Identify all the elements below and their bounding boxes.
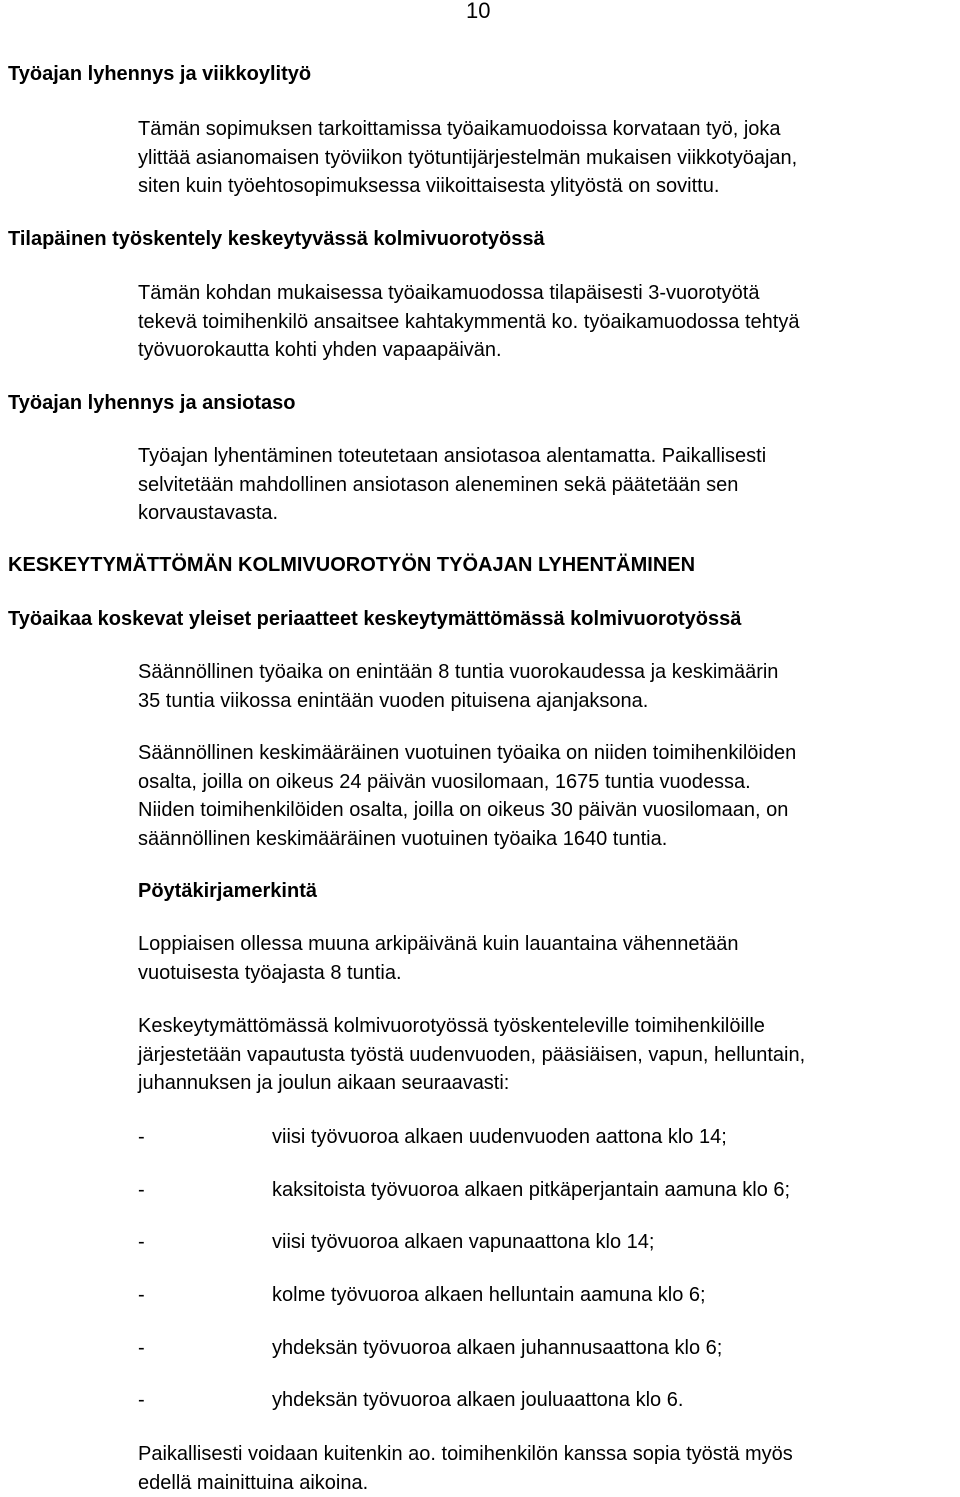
section-heading-overtime: Työajan lyhennys ja viikkoylityö [8, 63, 312, 85]
protocol-note-heading: Pöytäkirjamerkintä [138, 880, 317, 902]
list-dash: - [138, 1231, 145, 1253]
section-heading-general-principles: Työaikaa koskevat yleiset periaatteet keskeytymättömässä kolmivuorotyössä [8, 608, 742, 630]
paragraph-temporary-shift-work: Tämän kohdan mukaisessa työaikamuodossa tilapäisesti 3-vuorotyötä tekevä toimihenkilö ansaitsee kahtakymmentä ko. työaikamuodossa tehtyä työvuorokautta kohti yhden vapaapäivän. [138, 282, 800, 361]
paragraph-epiphany: Loppiaisen ollessa muuna arkipäivänä kuin lauantaina vähennetään vuotuisesta työajasta 8 tuntia. [138, 933, 739, 984]
paragraph-regular-working-time: Säännöllinen työaika on enintään 8 tuntia vuorokaudessa ja keskimäärin 35 tuntia viikossa enintään vuoden pituisena ajanjaksona. [138, 661, 779, 712]
list-item-text: yhdeksän työvuoroa alkaen juhannusaattona klo 6; [272, 1337, 723, 1359]
list-item-text: kolme työvuoroa alkaen helluntain aamuna klo 6; [272, 1284, 706, 1306]
section-heading-temporary-shift-work: Tilapäinen työskentely keskeytyvässä kolmivuorotyössä [8, 228, 545, 250]
list-dash: - [138, 1389, 145, 1411]
list-dash: - [138, 1337, 145, 1359]
list-item-text: yhdeksän työvuoroa alkaen jouluaattona klo 6. [272, 1389, 684, 1411]
paragraph-annual-working-time: Säännöllinen keskimääräinen vuotuinen työaika on niiden toimihenkilöiden osalta, joilla on oikeus 24 päivän vuosilomaan, 1675 tuntia vuodessa. Niiden toimihenkilöiden osalta, joilla on oikeus 30 päivän vuosilomaan, on säännöllinen keskimääräinen vuotuinen työaika 1640 tuntia. [138, 742, 797, 850]
paragraph-holiday-release: Keskeytymättömässä kolmivuorotyössä työskenteleville toimihenkilöille järjestetään vapautusta työstä uudenvuoden, pääsiäisen, vapun, helluntain, juhannuksen ja joulun aikaan seuraavasti: [138, 1015, 806, 1094]
list-dash: - [138, 1284, 145, 1306]
list-dash: - [138, 1126, 145, 1148]
paragraph-local-agreement: Paikallisesti voidaan kuitenkin ao. toimihenkilön kanssa sopia työstä myös edellä mainittuina aikoina. [138, 1443, 793, 1494]
paragraph-overtime: Tämän sopimuksen tarkoittamissa työaikamuodoissa korvataan työ, joka ylittää asianomaisen työviikon työtuntijärjestelmän mukaisen viikkotyöajan, siten kuin työehtosopimuksessa viikoittaisesta ylityöstä on sovittu. [138, 118, 798, 197]
list-item-text: viisi työvuoroa alkaen uudenvuoden aattona klo 14; [272, 1126, 727, 1148]
main-heading: KESKEYTYMÄTTÖMÄN KOLMIVUOROTYÖN TYÖAJAN LYHENTÄMINEN [8, 554, 696, 576]
page-number: 10 [466, 0, 491, 23]
paragraph-earnings-level: Työajan lyhentäminen toteutetaan ansiotasoa alentamatta. Paikallisesti selvitetään mahdollinen ansiotason aleneminen sekä päätetään sen korvaustavasta. [138, 445, 767, 524]
list-item-text: viisi työvuoroa alkaen vapunaattona klo 14; [272, 1231, 655, 1253]
list-dash: - [138, 1179, 145, 1201]
section-heading-earnings-level: Työajan lyhennys ja ansiotaso [8, 392, 296, 414]
list-item-text: kaksitoista työvuoroa alkaen pitkäperjantain aamuna klo 6; [272, 1179, 791, 1201]
